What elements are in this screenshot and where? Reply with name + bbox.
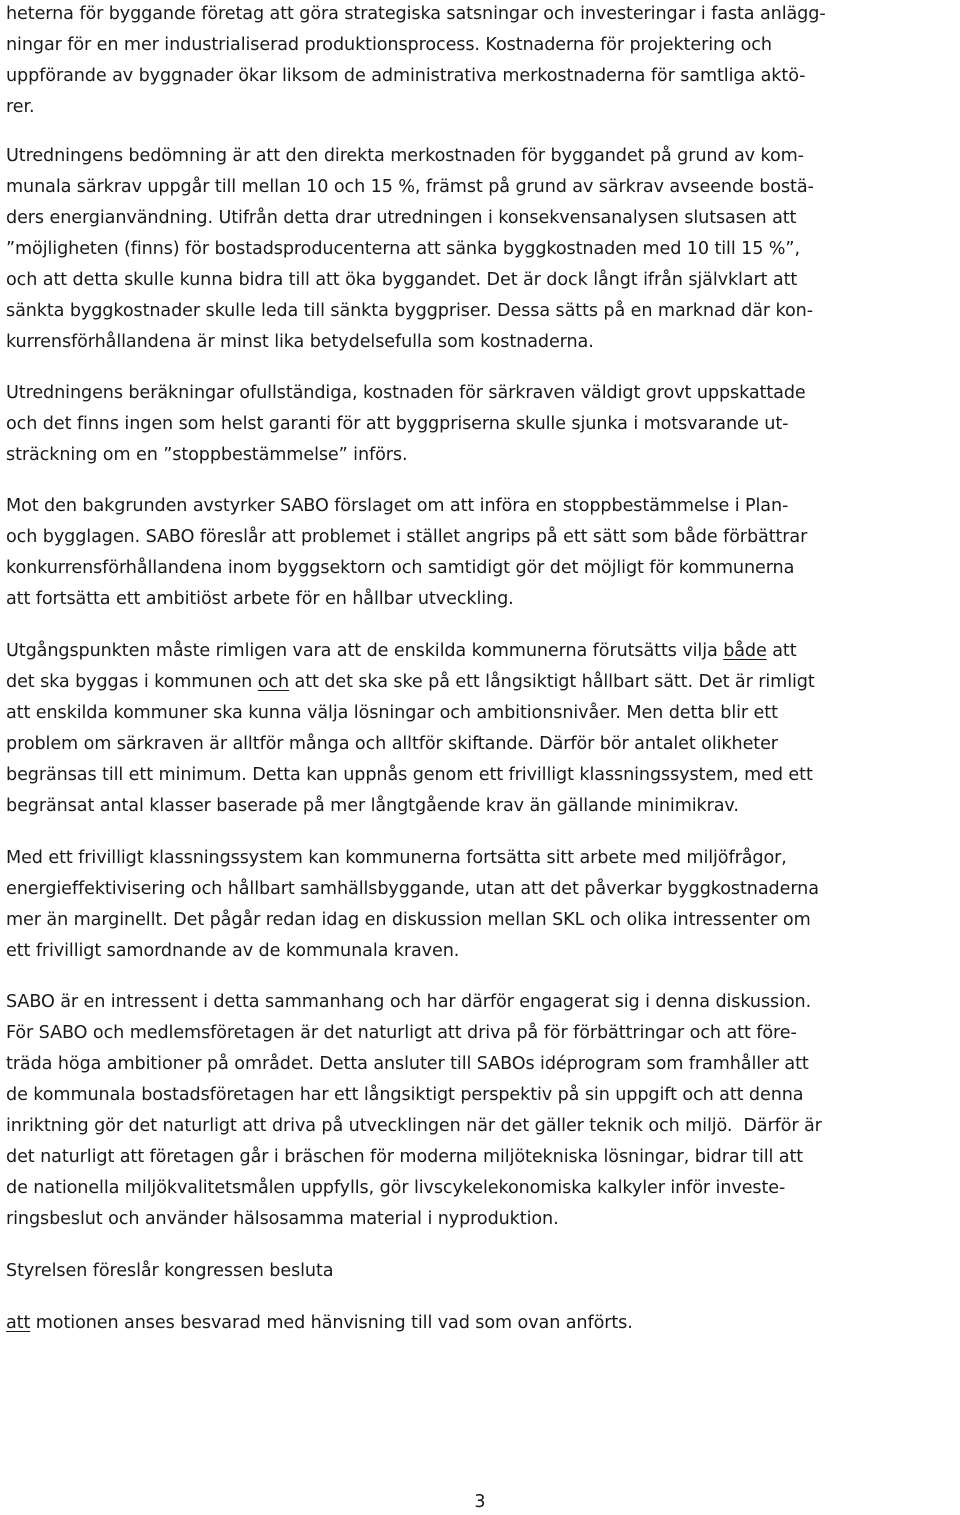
text-line: och det finns ingen som helst garanti för att byggpriserna skulle sjunka i motsvarande ut- xyxy=(6,414,789,434)
paragraph-7 xyxy=(6,987,956,1235)
text-line: att fortsätta ett ambitiöst arbete för en hållbar utveckling. xyxy=(6,589,514,609)
text-line: ningar för en mer industrialiserad produktionsprocess. Kostnaderna för projektering och xyxy=(6,35,772,55)
text-line: sträckning om en ”stoppbestämmelse” införs. xyxy=(6,445,408,465)
text-line: heterna för byggande företag att göra strategiska satsningar och investeringar i fasta anlägg- xyxy=(6,4,826,24)
text-line: rer. xyxy=(6,97,35,117)
text-line: de nationella miljökvalitetsmålen uppfylls, gör livscykelekonomiska kalkyler inför investe- xyxy=(6,1178,786,1198)
paragraph-5 xyxy=(6,636,956,822)
text-line: sänkta byggkostnader skulle leda till sänkta byggpriser. Dessa sätts på en marknad där kon- xyxy=(6,301,813,321)
line-before-underline: det ska byggas i kommunen xyxy=(6,672,258,692)
line-after-underline: att xyxy=(766,641,797,661)
att-keyword: att xyxy=(6,1313,31,1333)
line-after-underline: att det ska ske på ett långsiktigt hållbart sätt. Det är rimligt xyxy=(289,672,815,692)
resolution xyxy=(6,1308,956,1339)
text-line: Med ett frivilligt klassningssystem kan kommunerna fortsätta sitt arbete med miljöfrågor, xyxy=(6,848,787,868)
paragraph-4 xyxy=(6,491,956,615)
text-line: ett frivilligt samordnande av de kommunala kraven. xyxy=(6,941,460,961)
text-line: de kommunala bostadsföretagen har ett långsiktigt perspektiv på sin uppgift och att denna xyxy=(6,1085,804,1105)
text-line: inriktning gör det naturligt att driva på utvecklingen när det gäller teknik och miljö. Därför är xyxy=(6,1116,822,1136)
underlined-word: och xyxy=(257,672,290,692)
text-line: uppförande av byggnader ökar liksom de administrativa merkostnaderna för samtliga aktö- xyxy=(6,66,806,86)
text-line: energieffektivisering och hållbart samhällsbyggande, utan att det påverkar byggkostnaderna xyxy=(6,879,819,899)
paragraph-2 xyxy=(6,141,956,358)
text-line: att enskilda kommuner ska kunna välja lösningar och ambitionsnivåer. Men detta blir ett xyxy=(6,703,778,723)
text-line: träda höga ambitioner på området. Detta ansluter till SABOs idéprogram som framhåller att xyxy=(6,1054,809,1074)
paragraph-3 xyxy=(6,378,956,471)
text-line xyxy=(6,1308,956,1339)
paragraph-8 xyxy=(6,1256,956,1287)
underlined-word: både xyxy=(723,641,767,661)
line-before-underline: Utgångspunkten måste rimligen vara att de enskilda kommunerna förutsätts vilja xyxy=(6,641,724,661)
text-line: och att detta skulle kunna bidra till att öka byggandet. Det är dock långt ifrån självklart att xyxy=(6,270,798,290)
text-line: det naturligt att företagen går i bräschen för moderna miljötekniska lösningar, bidrar till att xyxy=(6,1147,804,1167)
text-line: ringsbeslut och använder hälsosamma material i nyproduktion. xyxy=(6,1209,559,1229)
text-line: För SABO och medlemsföretagen är det naturligt att driva på för förbättringar och att före- xyxy=(6,1023,797,1043)
text-line: kurrensförhållandena är minst lika betydelsefulla som kostnaderna. xyxy=(6,332,594,352)
text-line: problem om särkraven är alltför många och alltför skiftande. Därför bör antalet olikheter xyxy=(6,734,778,754)
text-line: ders energianvändning. Utifrån detta drar utredningen i konsekvensanalysen slutsasen att xyxy=(6,208,797,228)
text-line: och bygglagen. SABO föreslår att problemet i stället angrips på ett sätt som både förbättrar xyxy=(6,527,808,547)
text-line: munala särkrav uppgår till mellan 10 och 15 %, främst på grund av särkrav avseende bostä- xyxy=(6,177,814,197)
text-line xyxy=(6,667,956,698)
text-line: begränsas till ett minimum. Detta kan uppnås genom ett frivilligt klassningssystem, med ett xyxy=(6,765,813,785)
text-line: konkurrensförhållandena inom byggsektorn och samtidigt gör det möjligt för kommunerna xyxy=(6,558,795,578)
text-line: Utredningens bedömning är att den direkta merkostnaden för byggandet på grund av kom- xyxy=(6,146,804,166)
text-line: Utredningens beräkningar ofullständiga, kostnaden för särkraven väldigt grovt uppskattade xyxy=(6,383,806,403)
paragraph-1 xyxy=(6,0,956,123)
text-line xyxy=(6,636,956,667)
text-line: Styrelsen föreslår kongressen besluta xyxy=(6,1261,334,1281)
page-number: 3 xyxy=(474,1492,486,1512)
text-line: ”möjligheten (finns) för bostadsproducenterna att sänka byggkostnaden med 10 till 15 %”, xyxy=(6,239,800,259)
text-line: SABO är en intressent i detta sammanhang och har därför engagerat sig i denna diskussion. xyxy=(6,992,812,1012)
paragraph-6 xyxy=(6,843,956,967)
resolution-text: motionen anses besvarad med hänvisning till vad som ovan anförts. xyxy=(30,1313,633,1333)
text-line: mer än marginellt. Det pågår redan idag en diskussion mellan SKL och olika intressenter om xyxy=(6,910,811,930)
text-line: begränsat antal klasser baserade på mer långtgående krav än gällande minimikrav. xyxy=(6,796,739,816)
text-line: Mot den bakgrunden avstyrker SABO förslaget om att införa en stoppbestämmelse i Plan- xyxy=(6,496,789,516)
